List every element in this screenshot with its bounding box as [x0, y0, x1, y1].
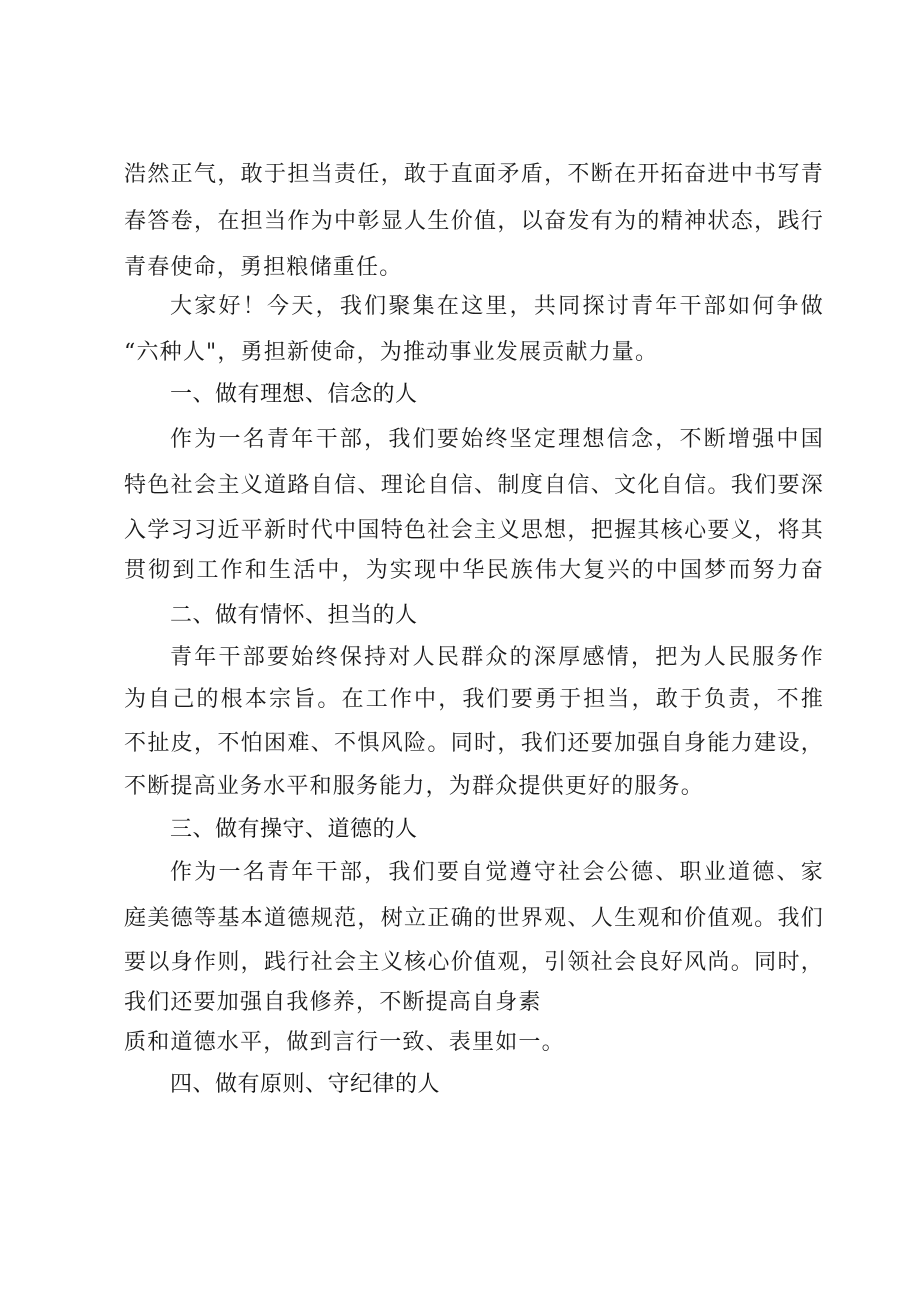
section-2-heading: 二、做有情怀、担当的人: [170, 603, 418, 628]
section-1-line-1: 作为一名青年干部，我们要始终坚定理想信念，不断增强中国: [170, 427, 824, 452]
intro-line-2: 春答卷，在担当作为中彰显人生价值，以奋发有为的精神状态，践行: [124, 209, 824, 234]
section-2-line-4: 不断提高业务水平和服务能力，为群众提供更好的服务。: [124, 774, 705, 799]
section-3-heading: 三、做有操守、道德的人: [170, 817, 418, 842]
section-3-line-5: 质和道德水平，做到言行一致、表里如一。: [124, 1030, 565, 1055]
section-1-line-2: 特色社会主义道路自信、理论自信、制度自信、文化自信。我们要深: [124, 473, 824, 498]
greeting-line-2: “六种人"，勇担新使命，为推动事业发展贡献力量。: [124, 340, 659, 365]
greeting-line-1: 大家好！今天，我们聚集在这里，共同探讨青年干部如何争做: [170, 294, 824, 319]
section-2-line-1: 青年干部要始终保持对人民群众的深厚感情，把为人民服务作: [170, 645, 824, 670]
section-3-line-2: 庭美德等基本道德规范，树立正确的世界观、人生观和价值观。我们: [124, 906, 824, 931]
section-3-line-4: 我们还要加强自我修养，不断提高自身素: [124, 990, 542, 1015]
section-1-line-4: 贯彻到工作和生活中，为实现中华民族伟大复兴的中国梦而努力奋: [124, 558, 824, 583]
section-1-line-3: 入学习习近平新时代中国特色社会主义思想，把握其核心要义，将其: [124, 518, 824, 543]
section-4-heading: 四、做有原则、守纪律的人: [170, 1072, 441, 1097]
section-3-line-3: 要以身作则，践行社会主义核心价值观，引领社会良好风尚。同时，: [124, 950, 824, 975]
section-2-line-3: 不扯皮，不怕困难、不惧风险。同时，我们还要加强自身能力建设，: [124, 731, 824, 756]
intro-line-3: 青春使命，勇担粮储重任。: [124, 255, 403, 280]
section-3-line-1: 作为一名青年干部，我们要自觉遵守社会公德、职业道德、家: [170, 860, 824, 885]
section-2-line-2: 为自己的根本宗旨。在工作中，我们要勇于担当，敢于负责，不推: [124, 687, 824, 712]
intro-line-1: 浩然正气，敢于担当责任，敢于直面矛盾，不断在开拓奋进中书写青: [124, 162, 824, 187]
section-1-heading: 一、做有理想、信念的人: [170, 382, 418, 407]
